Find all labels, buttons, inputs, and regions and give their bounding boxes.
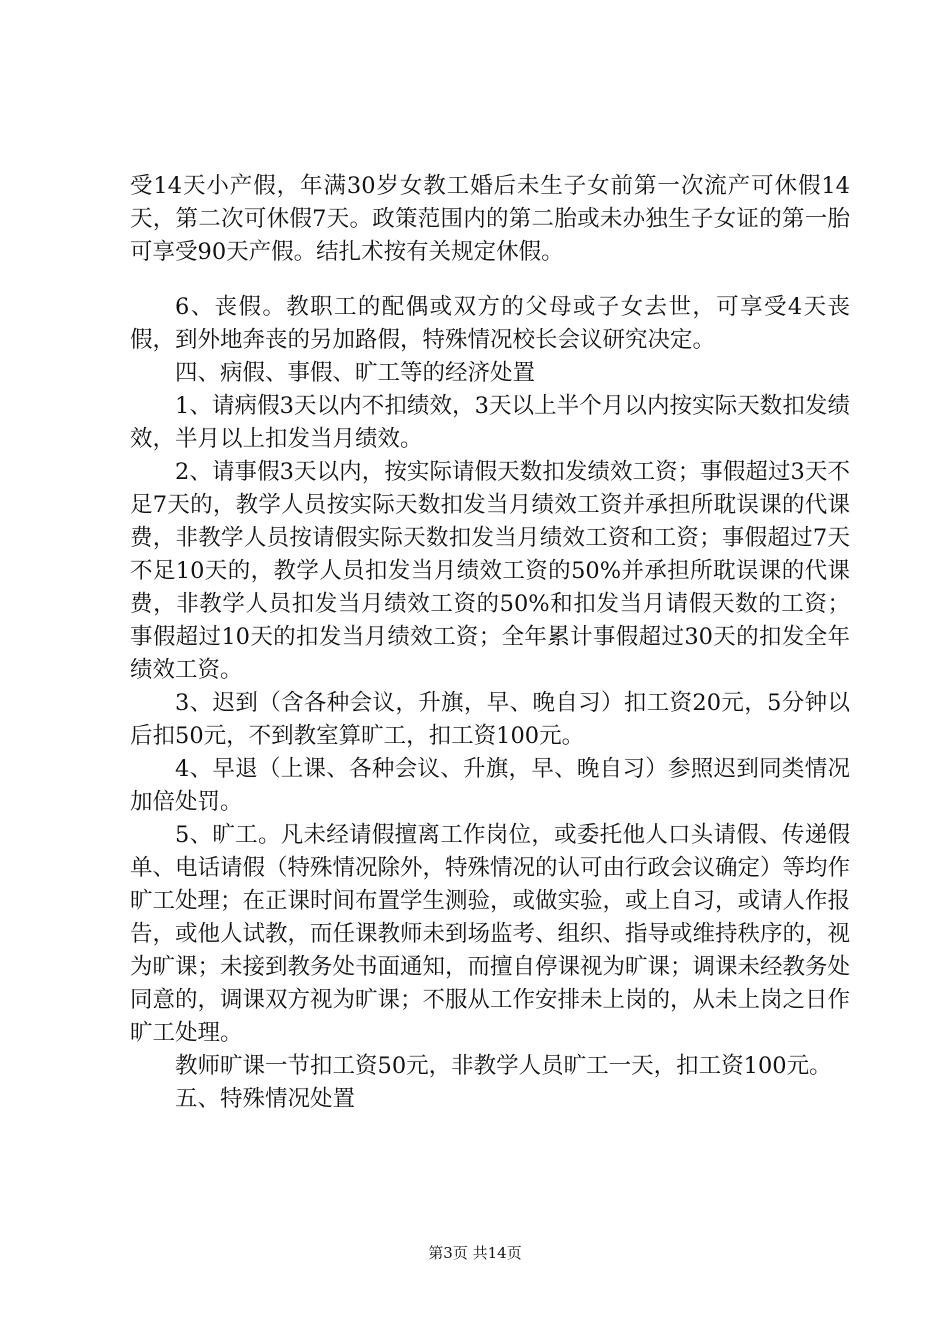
paragraph-sick-leave: 1、请病假3天以内不扣绩效，3天以上半个月以内按实际天数扣发绩效，半月以上扣发当月绩效。 [130,393,850,452]
paragraph-absenteeism: 5、旷工。凡未经请假擅离工作岗位，或委托他人口头请假、传递假单、电话请假（特殊情况除外，特殊情况的认可由行政会议确定）等均作旷工处理；在正课时间布置学生测验，或做实验，或上自习，或请人作报告，或他人试教，而任课教师未到场监考、组织、指导或维持秩序的，视为旷课；未接到教务处书面通知，而擅自停课视为旷课；调课未经教务处同意的，调课双方视为旷课；不服从工作安排未上岗的，从未上岗之日作旷工处理。 [130,822,851,1046]
document-body [130,170,850,1116]
paragraph-personal-leave: 2、请事假3天以内，按实际请假天数扣发绩效工资；事假超过3天不足7天的，教学人员按实际天数扣发当月绩效工资并承担所耽误课的代课费，非教学人员按请假实际天数扣发当月绩效工资和工资；事假超过7天不足10天的，教学人员扣发当月绩效工资的50%并承担所耽误课的代课费，非教学人员扣发当月绩效工资的50%和扣发当月请假天数的工资；事假超过10天的扣发当月绩效工资；全年累计事假超过30天的扣发全年绩效工资。 [130,459,850,683]
paragraph-bereavement-leave: 6、丧假。教职工的配偶或双方的父母或子女去世，可享受4天丧假，到外地奔丧的另加路假，特殊情况校长会议研究决定。 [130,294,850,353]
paragraph-maternity-leave-continued: 受14天小产假，年满30岁女教工婚后未生子女前第一次流产可休假14天，第二次可休假7天。政策范围内的第二胎或未办独生子女证的第一胎可享受90天产假。结扎术按有关规定休假。 [130,173,850,265]
section-heading-economic-handling: 四、病假、事假、旷工等的经济处置 [175,360,536,386]
paragraph-early-leave: 4、早退（上课、各种会议、升旗，早、晚自习）参照迟到同类情况加倍处罚。 [130,756,850,815]
page-footer: 第3页 共14页 [428,1244,522,1262]
section-heading-special-cases: 五、特殊情况处置 [175,1086,356,1112]
paragraph-lateness: 3、迟到（含各种会议，升旗，早、晚自习）扣工资20元，5分钟以后扣50元，不到教室算旷工，扣工资100元。 [130,690,850,749]
paragraph-absence-penalty: 教师旷课一节扣工资50元，非教学人员旷工一天，扣工资100元。 [175,1053,832,1079]
